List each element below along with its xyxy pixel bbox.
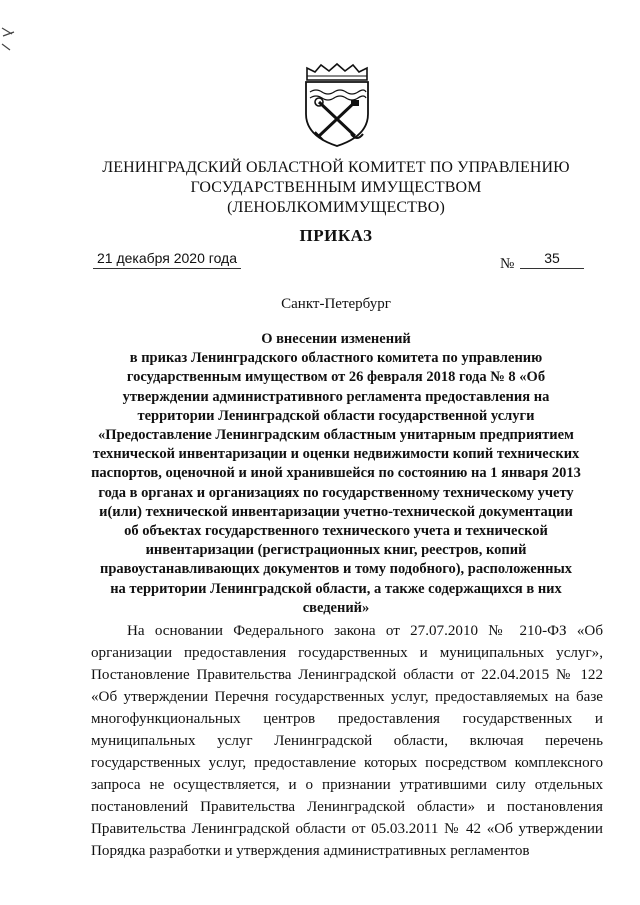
order-number: 35	[520, 250, 584, 269]
scan-edge-mark	[0, 24, 18, 54]
org-line-2: ГОСУДАРСТВЕННЫМ ИМУЩЕСТВОМ	[190, 179, 482, 196]
leningrad-oblast-coat-of-arms-icon	[299, 62, 375, 148]
org-line-3: (ЛЕНОБЛКОМИМУЩЕСТВО)	[227, 199, 445, 216]
order-subject: О внесении изменений в приказ Ленинградского областного комитета по управлению государственным имуществом от 26 февраля 2018 года № 8 «Об утверждении административного регламента предоставления на территории Ленинградской области государственной услуги «Предоставление Ленинградским областным унитарным предприятием технической инвентаризации и оценки недвижимости копий технических паспортов, оценочной и иной хранившейся по состоянию на 1 января 2013 года в органах и организациях по государственному техническому учету и(или) технической инвентаризации учетно-технической документации об объектах государственного технического учета и технической инвентаризации (регистрационных книг, реестров, копий правоустанавливающих документов и тому подобного), расположенных на территории Ленинградской области, а также содержащихся в них сведений»	[91, 331, 581, 616]
org-line-1: ЛЕНИНГРАДСКИЙ ОБЛАСТНОЙ КОМИТЕТ ПО УПРАВЛЕНИЮ	[102, 159, 570, 176]
order-date: 21 декабря 2020 года	[93, 250, 241, 269]
document-type: ПРИКАЗ	[299, 226, 373, 245]
body-paragraph: На основании Федерального закона от 27.07.2010 № 210-ФЗ «Об организации предоставления государственных и муниципальных услуг», Постановление Правительства Ленинградской области от 22.04.2015 № 122 «Об утверждении Перечня государственных услуг, предоставляемых на базе многофункциональных центров предоставления государственных и муниципальных услуг Ленинградской области, включая перечень государственных услуг, предоставление которых посредством комплексного запроса не осуществляется, и о признании утратившими силу отдельных постановлений Правительства Ленинградской области» и постановления Правительства Ленинградской области от 05.03.2011 № 42 «Об утверждении Порядка разработки и утверждения административных регламентов	[91, 623, 603, 859]
organization-name	[90, 158, 582, 218]
city: Санкт-Петербург	[281, 296, 391, 312]
number-sign: №	[500, 256, 515, 272]
